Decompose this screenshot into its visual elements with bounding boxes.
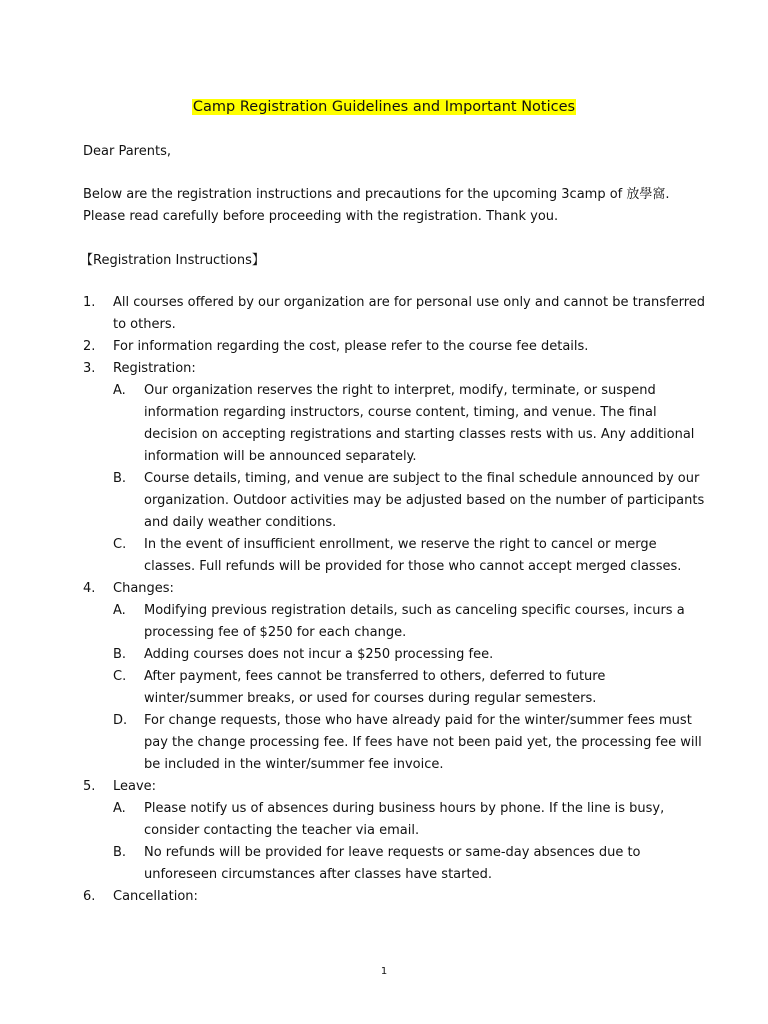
- sub-list-item-letter: C.: [113, 537, 127, 552]
- sub-list-item: [83, 710, 703, 776]
- sub-list-item-text: Adding courses does not incur a $250 processing fee.: [144, 647, 494, 662]
- list-item-text: Cancellation:: [113, 889, 198, 904]
- list-item-number: 5.: [83, 779, 96, 794]
- list-item-text: Registration:: [113, 361, 196, 376]
- sub-list-item-text: organization. Outdoor activities may be adjusted based on the number of participants: [144, 493, 705, 508]
- sub-list-item-letter: D.: [113, 713, 128, 728]
- sub-list-item-text: Our organization reserves the right to interpret, modify, terminate, or suspend: [144, 383, 656, 398]
- salutation: Dear Parents,: [83, 144, 171, 159]
- sub-list-item: [83, 666, 703, 710]
- sub-list-item-text: For change requests, those who have already paid for the winter/summer fees must: [144, 713, 692, 728]
- sub-list-item-text: After payment, fees cannot be transferred to others, deferred to future: [144, 669, 606, 684]
- sub-list-item-text: Course details, timing, and venue are subject to the final schedule announced by our: [144, 471, 700, 486]
- list-item-number: 6.: [83, 889, 96, 904]
- sub-list-item-text: decision on accepting registrations and starting classes rests with us. Any additional: [144, 427, 695, 442]
- sub-list: [83, 600, 703, 776]
- sub-list-item-text: In the event of insufficient enrollment, we reserve the right to cancel or merge: [144, 537, 657, 552]
- intro-paragraph: [83, 184, 693, 228]
- document-title-text: Camp Registration Guidelines and Important Notices: [192, 99, 576, 115]
- sub-list-item-text: information regarding instructors, course content, timing, and venue. The final: [144, 405, 657, 420]
- intro-line: Please read carefully before proceeding with the registration. Thank you.: [83, 209, 559, 224]
- document-title: [0, 96, 768, 118]
- sub-list-item-letter: C.: [113, 669, 127, 684]
- list-item-text: All courses offered by our organization are for personal use only and cannot be transferred: [113, 295, 706, 310]
- sub-list-item-text: winter/summer breaks, or used for courses during regular semesters.: [144, 691, 597, 706]
- list-item: [83, 336, 703, 358]
- sub-list-item-letter: A.: [113, 801, 126, 816]
- list-item: [83, 886, 703, 908]
- intro-line: Below are the registration instructions and precautions for the upcoming 3camp of 放學窩.: [83, 187, 670, 202]
- sub-list-item-text: Modifying previous registration details, such as canceling specific courses, incurs a: [144, 603, 685, 618]
- list-item: [83, 358, 703, 380]
- list-item-number: 4.: [83, 581, 96, 596]
- sub-list: [83, 798, 703, 886]
- sub-list: [83, 380, 703, 578]
- sub-list-item-letter: B.: [113, 471, 127, 486]
- sub-list-item: [83, 644, 703, 666]
- list-item-number: 1.: [83, 295, 96, 310]
- sub-list-item-text: and daily weather conditions.: [144, 515, 337, 530]
- list-item-number: 3.: [83, 361, 96, 376]
- sub-list-item-text: be included in the winter/summer fee invoice.: [144, 757, 444, 772]
- sub-list-item: [83, 380, 703, 468]
- list-item-text: Leave:: [113, 779, 157, 794]
- sub-list-item: [83, 842, 703, 886]
- sub-list-item-letter: A.: [113, 603, 126, 618]
- sub-list-item: [83, 600, 703, 644]
- sub-list-item-text: classes. Full refunds will be provided for those who cannot accept merged classes.: [144, 559, 682, 574]
- page-number: 1: [380, 966, 388, 977]
- sub-list-item-letter: A.: [113, 383, 126, 398]
- sub-list-item-text: processing fee of $250 for each change.: [144, 625, 407, 640]
- section-heading: 【Registration Instructions】: [80, 253, 265, 268]
- sub-list-item-text: information will be announced separately.: [144, 449, 417, 464]
- sub-list-item: [83, 468, 703, 534]
- list-item: [83, 292, 706, 336]
- list-item-text: Changes:: [113, 581, 174, 596]
- sub-list-item-text: No refunds will be provided for leave requests or same-day absences due to: [144, 845, 641, 860]
- list-item-text: For information regarding the cost, please refer to the course fee details.: [113, 339, 589, 354]
- sub-list-item-letter: B.: [113, 647, 127, 662]
- list-item: [83, 578, 703, 600]
- sub-list-item: [83, 534, 703, 578]
- sub-list-item-text: Please notify us of absences during business hours by phone. If the line is busy,: [144, 801, 665, 816]
- list-item-number: 2.: [83, 339, 96, 354]
- sub-list-item: [83, 798, 703, 842]
- list-item: [83, 776, 703, 798]
- sub-list-item-text: consider contacting the teacher via email.: [144, 823, 420, 838]
- sub-list-item-text: pay the change processing fee. If fees have not been paid yet, the processing fee will: [144, 735, 702, 750]
- list-item-text: to others.: [113, 317, 176, 332]
- sub-list-item-letter: B.: [113, 845, 127, 860]
- sub-list-item-text: unforeseen circumstances after classes have started.: [144, 867, 492, 882]
- numbered-list: [83, 292, 706, 908]
